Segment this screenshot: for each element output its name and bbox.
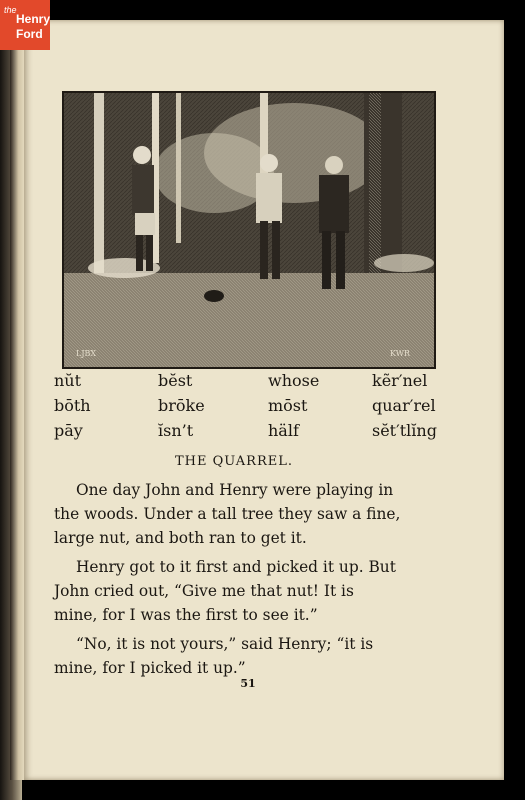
text-line: the woods. Under a tall tree they saw a fine, [54, 505, 401, 523]
page-number: 51 [240, 677, 256, 690]
story-title: THE QUARREL. [174, 454, 294, 469]
vocabulary-row [54, 421, 454, 446]
vocabulary-word: nŭt [54, 371, 82, 390]
woodland-scene-drawing [64, 93, 434, 367]
logo-text-the: the [4, 5, 17, 15]
text-line: mine, for I picked it up.” [54, 659, 246, 677]
text-line: One day John and Henry were playing in [76, 481, 394, 499]
vocabulary-word: sĕt′tlĭng [372, 421, 437, 440]
text-line: mine, for I was the first to see it.” [54, 606, 318, 624]
vocabulary-row [54, 396, 454, 421]
vocabulary-word: ĭsn’t [158, 421, 194, 440]
text-line: Henry got to it first and picked it up. But [76, 558, 396, 576]
svg-text:LJBX: LJBX [76, 349, 97, 358]
vocabulary-word: bōth [54, 396, 91, 415]
vocabulary-word: brōke [158, 396, 205, 415]
text-line: large nut, and both ran to get it. [54, 529, 307, 547]
logo-text-henry: Henry [16, 12, 51, 26]
vocabulary-word: pāy [54, 421, 83, 440]
vocabulary-grid [54, 371, 454, 446]
vocabulary-word: bĕst [158, 371, 193, 390]
logo-text-ford: Ford [16, 27, 43, 41]
story-body [54, 478, 444, 685]
paragraph [54, 555, 444, 627]
paragraph [54, 632, 444, 680]
vocabulary-word: whose [268, 371, 320, 390]
vocabulary-word: kẽr′nel [372, 371, 428, 390]
vocabulary-word: quar′rel [372, 396, 436, 415]
left-page-edge [10, 40, 24, 780]
svg-text:KWR: KWR [390, 349, 410, 358]
vocabulary-word: hälf [268, 421, 299, 440]
vocabulary-word: mōst [268, 396, 308, 415]
book-page [24, 20, 504, 780]
text-line: John cried out, “Give me that nut! It is [54, 582, 354, 600]
paragraph [54, 478, 444, 550]
vocabulary-row [54, 371, 454, 396]
engraving-illustration [62, 91, 436, 369]
henry-ford-logo [0, 0, 50, 50]
text-line: “No, it is not yours,” said Henry; “it is [76, 635, 374, 653]
